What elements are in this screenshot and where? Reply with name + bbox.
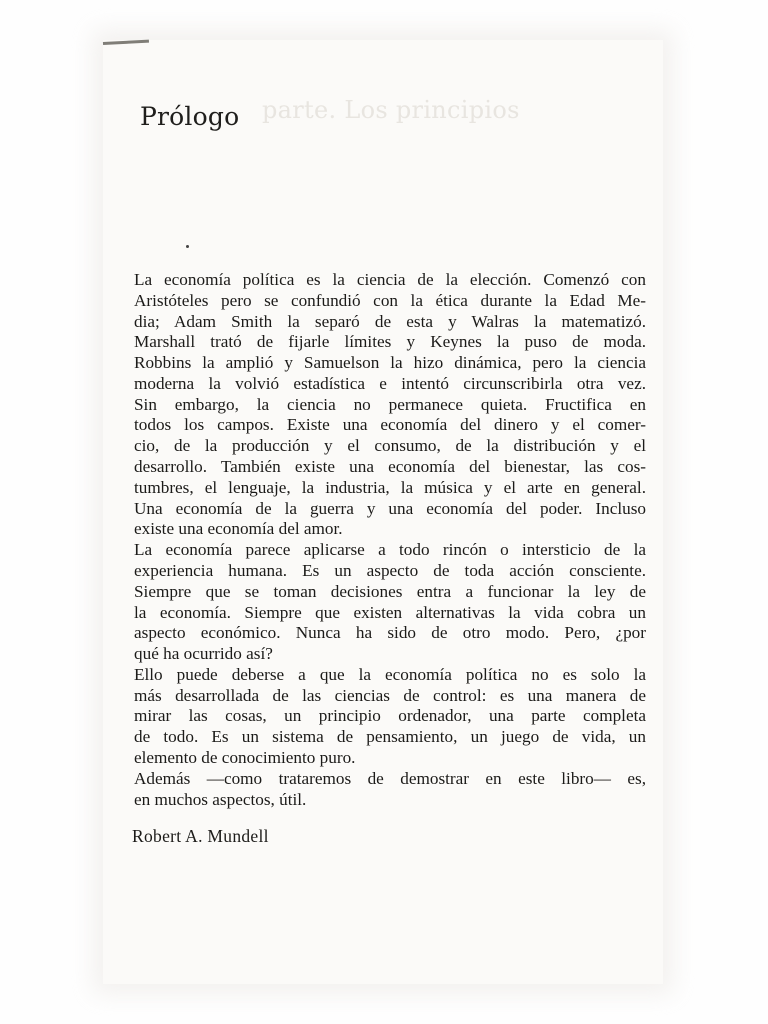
text-line: aspecto económico. Nunca ha sido de otro modo. Pero, ¿por bbox=[134, 623, 646, 643]
text-line: más desarrollada de las ciencias de control: es una manera de bbox=[134, 685, 646, 705]
paragraph-1 bbox=[134, 270, 646, 540]
text-line: elemento de conocimiento puro. bbox=[134, 747, 356, 767]
text-line: Además —como trataremos de demostrar en este libro— es, bbox=[134, 768, 646, 788]
text-line: La economía parece aplicarse a todo rincón o intersticio de la bbox=[134, 540, 646, 560]
text-line: mirar las cosas, un principio ordenador, una parte completa bbox=[134, 706, 646, 726]
text-line: de todo. Es un sistema de pensamiento, un juego de vida, un bbox=[134, 727, 646, 747]
text-line: experiencia humana. Es un aspecto de toda acción consciente. bbox=[134, 560, 646, 580]
ink-speck bbox=[186, 245, 189, 248]
page-title: Prólogo bbox=[140, 102, 240, 131]
text-line: existe una economía del amor. bbox=[134, 519, 343, 539]
text-line: qué ha ocurrido así? bbox=[134, 644, 273, 664]
text-line: la economía. Siempre que existen alternativas la vida cobra un bbox=[134, 602, 646, 622]
author-signature: Robert A. Mundell bbox=[132, 826, 269, 846]
text-line: tumbres, el lenguaje, la industria, la música y el arte en general. bbox=[134, 477, 646, 497]
bleed-through-text: parte. Los principios bbox=[262, 96, 520, 124]
text-line: Aristóteles pero se confundió con la ética durante la Edad Me- bbox=[134, 290, 646, 310]
paragraph-2 bbox=[134, 540, 646, 665]
text-line: Siempre que se toman decisiones entra a funcionar la ley de bbox=[134, 581, 646, 601]
paragraph-4 bbox=[134, 769, 646, 811]
text-line: Marshall trató de fijarle límites y Keynes la puso de moda. bbox=[134, 332, 646, 352]
text-line: Ello puede deberse a que la economía política no es solo la bbox=[134, 664, 646, 684]
paragraph-3 bbox=[134, 665, 646, 769]
text-line: todos los campos. Existe una economía del dinero y el comer- bbox=[134, 415, 646, 435]
text-line: dia; Adam Smith la separó de esta y Walras la matematizó. bbox=[134, 311, 646, 331]
text-line: Robbins la amplió y Samuelson la hizo dinámica, pero la ciencia bbox=[134, 353, 646, 373]
prologue-body bbox=[134, 270, 646, 810]
text-line: Sin embargo, la ciencia no permanece quieta. Fructifica en bbox=[134, 394, 646, 414]
text-line: moderna la volvió estadística e intentó circunscribirla otra vez. bbox=[134, 373, 646, 393]
text-line: en muchos aspectos, útil. bbox=[134, 789, 307, 809]
text-line: desarrollo. También existe una economía del bienestar, las cos- bbox=[134, 457, 646, 477]
text-line: La economía política es la ciencia de la elección. Comenzó con bbox=[134, 270, 646, 289]
text-line: Una economía de la guerra y una economía del poder. Incluso bbox=[134, 498, 646, 518]
text-line: cio, de la producción y el consumo, de la distribución y el bbox=[134, 436, 646, 456]
